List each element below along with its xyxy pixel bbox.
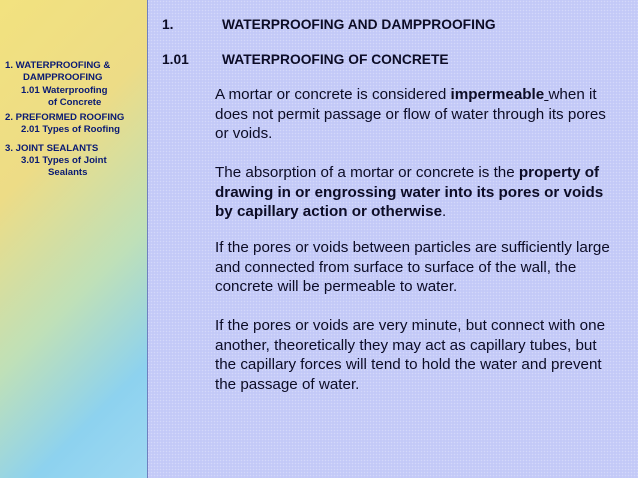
- paragraph-permeable-pores: If the pores or voids between particles are sufficiently large and connected from surface to surface of the wall, the concrete will be permeable to water.: [215, 239, 610, 296]
- section-number: 1.: [162, 17, 174, 32]
- toc-item-joint-sealants[interactable]: 3. JOINT SEALANTS: [5, 143, 99, 154]
- subsection-title: WATERPROOFING OF CONCRETE: [222, 52, 449, 67]
- paragraph-impermeable: A mortar or concrete is considered impermeable when it does not permit passage or flow of water through its pores or voids.: [215, 86, 606, 143]
- toc-item-types-of-joint-sealants[interactable]: 3.01 Types of Joint: [21, 154, 107, 166]
- term-absorption-definition: property of drawing in or engrossing water into its pores or voids by capillary action or otherwise: [215, 164, 604, 221]
- paragraph-capillary-pores: If the pores or voids are very minute, but connect with one another, theoretically they may act as capillary tubes, but the capillary forces will tend to hold the water and prevent the passage of water.: [215, 317, 606, 393]
- paragraph-absorption: The absorption of a mortar or concrete is the property of drawing in or engrossing water into its pores or voids by capillary action or otherwise.: [215, 164, 604, 221]
- toc-item-types-of-roofing[interactable]: 2.01 Types of Roofing: [21, 123, 120, 135]
- toc-item-waterproofing-dampproofing[interactable]: 1. WATERPROOFING &: [5, 60, 111, 71]
- toc-item-types-of-joint-sealants-continued[interactable]: Sealants: [48, 167, 88, 178]
- toc-item-waterproofing-of-concrete-continued[interactable]: of Concrete: [48, 96, 102, 108]
- toc-item-waterproofing-dampproofing-continued[interactable]: DAMPPROOFING: [23, 71, 103, 83]
- section-title: WATERPROOFING AND DAMPPROOFING: [222, 17, 496, 32]
- toc-item-preformed-roofing[interactable]: 2. PREFORMED ROOFING: [5, 112, 125, 123]
- subsection-number: 1.01: [162, 52, 189, 67]
- term-impermeable: impermeable: [450, 86, 545, 103]
- toc-item-waterproofing-of-concrete[interactable]: 1.01 Waterproofing: [21, 85, 108, 96]
